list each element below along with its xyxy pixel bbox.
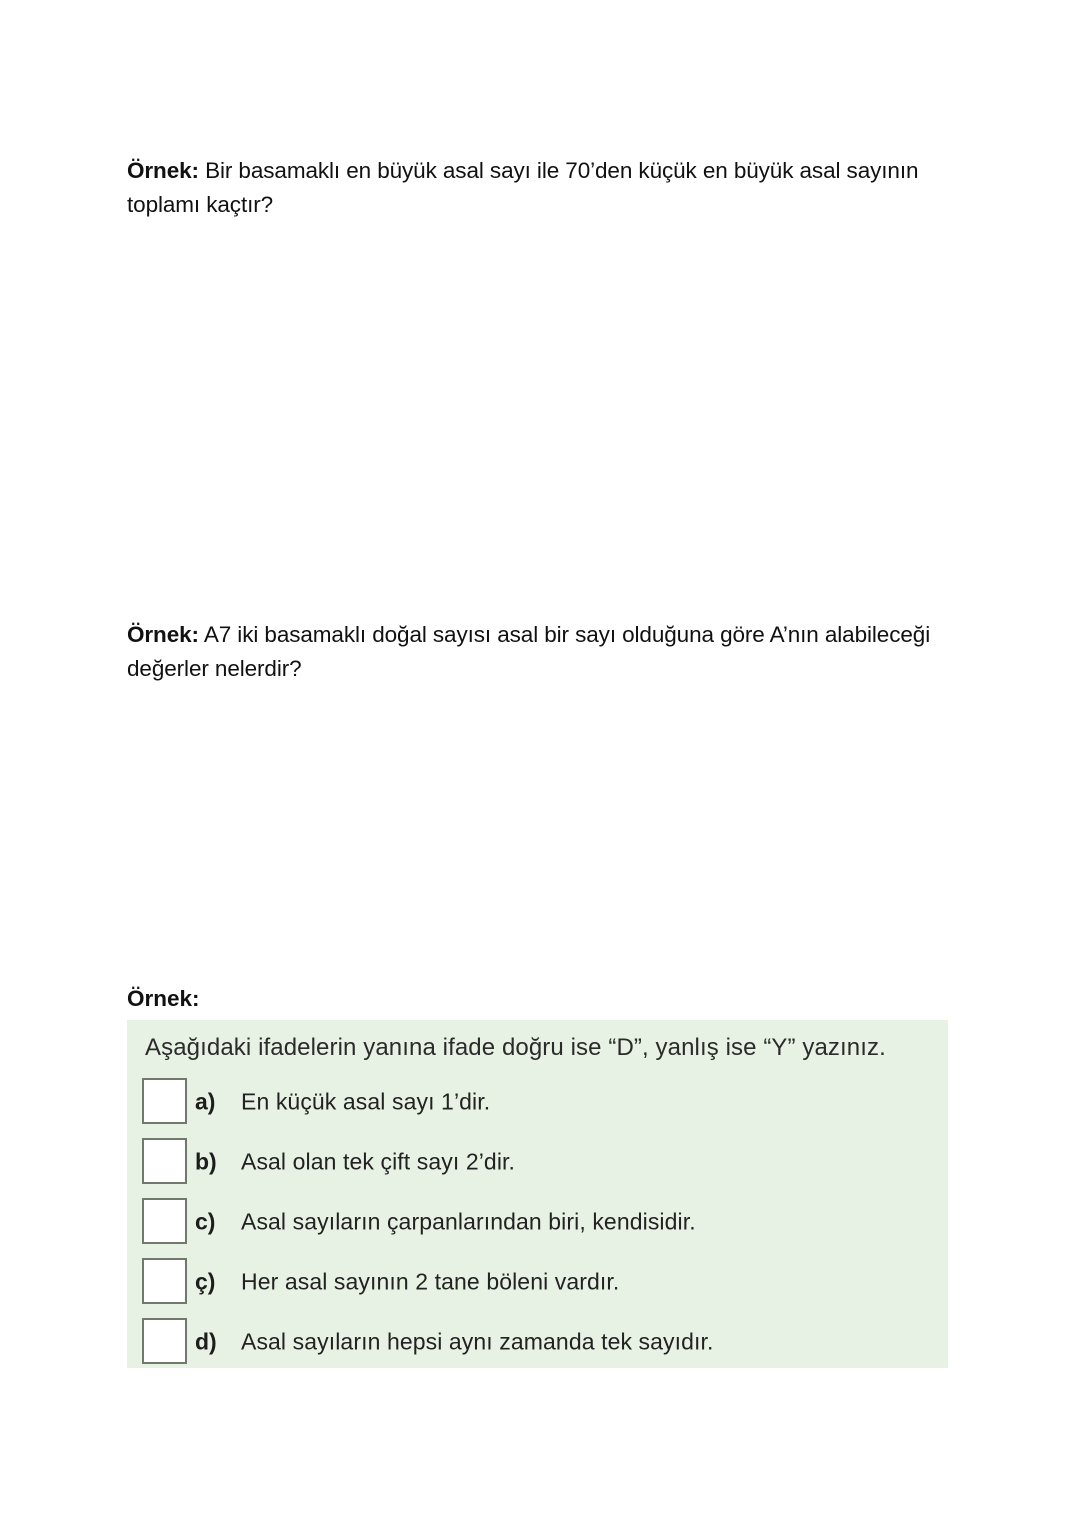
answer-checkbox-c-cedilla[interactable] bbox=[142, 1258, 187, 1304]
item-statement-a: En küçük asal sayı 1’dir. bbox=[241, 1088, 491, 1115]
exercise-instructions: Aşağıdaki ifadelerin yanına ifade doğru ise “D”, yanlış ise “Y” yazınız. bbox=[145, 1034, 886, 1061]
item-letter-c: c) bbox=[195, 1208, 216, 1235]
example-problem-1 bbox=[127, 154, 939, 222]
item-letter-b: b) bbox=[195, 1148, 217, 1175]
item-statement-c: Asal sayıların çarpanlarından biri, kendisidir. bbox=[241, 1208, 696, 1235]
item-letter-a: a) bbox=[195, 1088, 216, 1115]
answer-checkbox-b[interactable] bbox=[142, 1138, 187, 1184]
item-statement-b: Asal olan tek çift sayı 2’dir. bbox=[241, 1148, 516, 1175]
example-3-label: Örnek: bbox=[127, 986, 200, 1011]
example-1-label: Örnek: bbox=[127, 157, 199, 183]
example-2-text: A7 iki basamaklı doğal sayısı asal bir sayı olduğuna göre A’nın alabileceği değerler nelerdir? bbox=[127, 621, 931, 681]
item-statement-d: Asal sayıların hepsi aynı zamanda tek sayıdır. bbox=[241, 1328, 714, 1355]
true-false-exercise-box bbox=[127, 1020, 948, 1368]
item-letter-c-cedilla: ç) bbox=[195, 1268, 216, 1295]
answer-checkbox-d[interactable] bbox=[142, 1318, 187, 1364]
answer-checkbox-c[interactable] bbox=[142, 1198, 187, 1244]
exercise-statement-list bbox=[127, 1072, 948, 1372]
list-item bbox=[127, 1252, 948, 1312]
item-letter-d: d) bbox=[195, 1328, 217, 1355]
list-item bbox=[127, 1312, 948, 1372]
answer-checkbox-a[interactable] bbox=[142, 1078, 187, 1124]
example-2-label: Örnek: bbox=[127, 621, 199, 647]
list-item bbox=[127, 1072, 948, 1132]
list-item bbox=[127, 1192, 948, 1252]
item-statement-c-cedilla: Her asal sayının 2 tane böleni vardır. bbox=[241, 1268, 620, 1295]
example-1-text: Bir basamaklı en büyük asal sayı ile 70’den küçük en büyük asal sayının toplamı kaçtır? bbox=[127, 157, 919, 217]
list-item bbox=[127, 1132, 948, 1192]
example-problem-2 bbox=[127, 618, 939, 686]
